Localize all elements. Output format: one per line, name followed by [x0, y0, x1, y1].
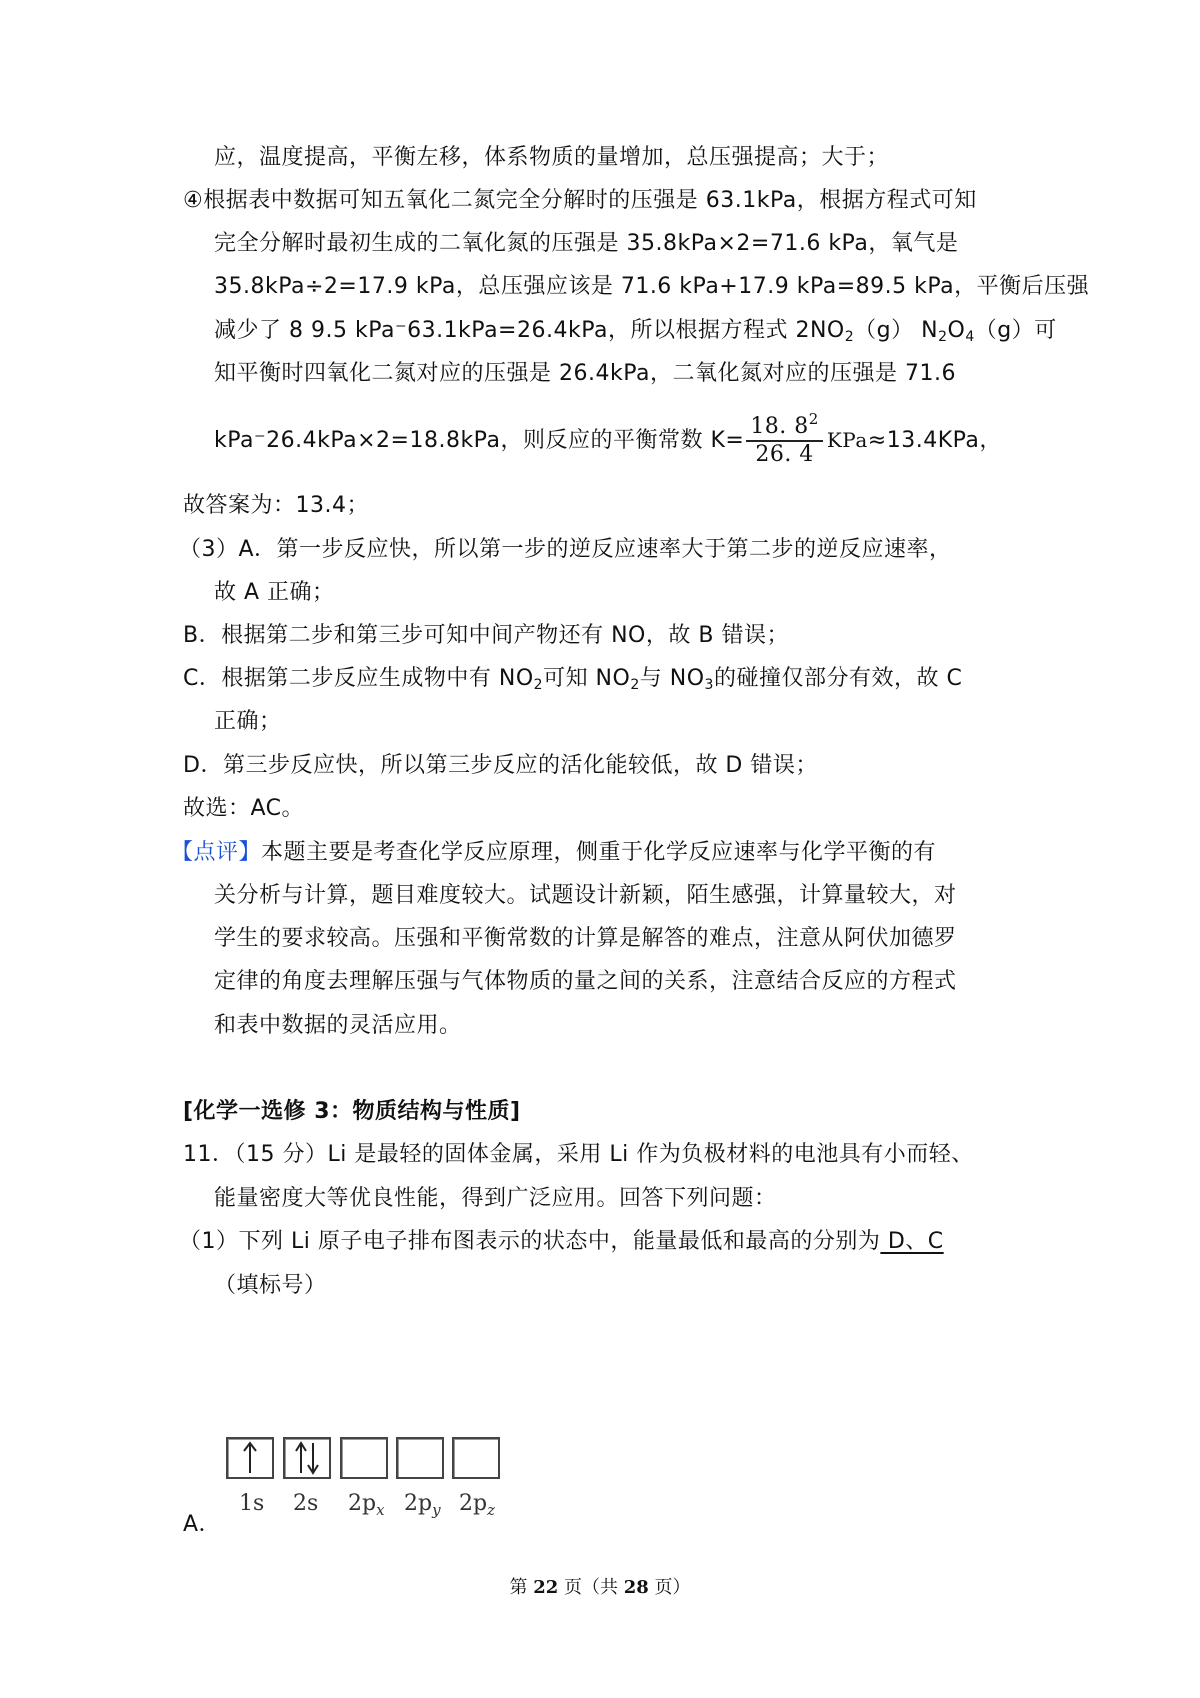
equilibrium-constant-line	[214, 410, 1002, 468]
fraction-numerator	[746, 410, 823, 442]
text-fragment: O	[947, 318, 966, 343]
comment-line: 定律的角度去理解压强与气体物质的量之间的关系，注意结合反应的方程式	[214, 969, 957, 994]
orbital-subscript: x	[376, 1501, 385, 1519]
footer-text: 页）	[648, 1577, 691, 1598]
subscript: 2	[938, 329, 948, 345]
question-line: （填标号）	[214, 1273, 327, 1298]
question-line	[179, 1227, 944, 1257]
subscript: 4	[965, 329, 975, 345]
subscript: 2	[630, 677, 640, 693]
text-fragment: 与 NO	[639, 666, 705, 691]
comment-text: 本题主要是考查化学反应原理，侧重于化学反应速率与化学平衡的有	[261, 840, 937, 865]
text-fragment: kPa⁻26.4kPa×2=18.8kPa，则反应的平衡常数 K=	[214, 428, 745, 453]
comment-line: 关分析与计算，题目难度较大。试题设计新颖，陌生感强，计算量较大，对	[214, 883, 957, 908]
section-title: [化学一选修 3：物质结构与性质]	[183, 1099, 521, 1124]
orbital-box	[396, 1437, 444, 1479]
fraction-denominator: 26. 4	[755, 442, 814, 467]
fraction-numerator-value: 18. 8	[750, 414, 809, 439]
orbital-box	[340, 1437, 388, 1479]
orbital-label: 1s	[239, 1491, 265, 1516]
text-line: 故选：AC。	[183, 796, 305, 821]
text-line: 正确；	[214, 709, 282, 734]
comment-line: 学生的要求较高。压强和平衡常数的计算是解答的难点，注意从阿伏加德罗	[214, 926, 957, 951]
orbital-box	[226, 1437, 274, 1479]
orbital-label	[348, 1491, 385, 1519]
up-down-arrows-icon	[285, 1439, 329, 1477]
footer-text: 页（共	[558, 1577, 624, 1598]
orbital-label	[459, 1491, 495, 1519]
text-line: 知平衡时四氧化二氮对应的压强是 26.4kPa，二氧化氮对应的压强是 71.6	[214, 361, 956, 386]
text-line: ④根据表中数据可知五氧化二氮完全分解时的压强是 63.1kPa，根据方程式可知	[183, 188, 977, 213]
answer-blank: D、C	[880, 1229, 944, 1254]
orbital-subscript: y	[432, 1501, 441, 1519]
text-fragment: 减少了 8 9.5 kPa⁻63.1kPa=26.4kPa，所以根据方程式 2NO	[214, 318, 845, 343]
text-line: （3）A．第一步反应快，所以第一步的逆反应速率大于第二步的逆反应速率，	[179, 537, 952, 562]
unit: KPa	[826, 428, 868, 452]
orbital-label-main: 2p	[459, 1491, 488, 1516]
text-fragment: C．根据第二步反应生成物中有 NO	[183, 666, 534, 691]
text-line	[183, 664, 962, 694]
orbital-label-main: 2p	[348, 1491, 377, 1516]
exponent: 2	[808, 410, 819, 428]
text-line: 完全分解时最初生成的二氧化氮的压强是 35.8kPa×2=71.6 kPa，氧气是	[214, 231, 959, 256]
text-fragment: ≈13.4KPa，	[867, 428, 1002, 453]
text-line: D．第三步反应快，所以第三步反应的活化能较低，故 D 错误；	[183, 753, 818, 778]
subscript: 2	[844, 329, 855, 345]
page-number: 22	[533, 1577, 559, 1598]
orbital-box	[283, 1437, 331, 1479]
up-arrow-icon	[228, 1439, 272, 1477]
question-text: （1）下列 Li 原子电子排布图表示的状态中，能量最低和最高的分别为	[179, 1229, 881, 1254]
text-line: 应，温度提高，平衡左移，体系物质的量增加，总压强提高；大于；	[214, 145, 890, 170]
orbital-subscript: z	[487, 1501, 495, 1519]
footer-text: 第	[509, 1577, 534, 1598]
orbital-label: 2s	[293, 1491, 319, 1516]
orbital-label-main: 2p	[404, 1491, 433, 1516]
subscript: 3	[704, 677, 714, 693]
text-line: 故 A 正确；	[214, 580, 335, 605]
comment-line: 和表中数据的灵活应用。	[214, 1013, 462, 1038]
question-line: 11．（15 分）Li 是最轻的固体金属，采用 Li 作为负极材料的电池具有小而轻、	[183, 1142, 974, 1167]
option-label: A．	[183, 1512, 222, 1537]
fraction	[746, 410, 823, 468]
text-line	[214, 316, 1057, 346]
comment-line	[171, 838, 936, 868]
orbital-label	[404, 1491, 441, 1519]
page-total: 28	[623, 1577, 649, 1598]
comment-tag: 【点评】	[171, 840, 262, 865]
page-footer	[0, 1573, 1200, 1599]
subscript: 2	[533, 677, 544, 693]
question-line: 能量密度大等优良性能，得到广泛应用。回答下列问题：	[214, 1186, 777, 1211]
orbital-box	[452, 1437, 500, 1479]
text-fragment: （g）可	[974, 318, 1057, 343]
text-line: 35.8kPa÷2=17.9 kPa，总压强应该是 71.6 kPa+17.9 kPa=89.5 kPa，平衡后压强	[214, 274, 1090, 299]
text-line: B．根据第二步和第三步可知中间产物还有 NO，故 B 错误；	[183, 623, 789, 648]
text-line: 故答案为：13.4；	[183, 493, 369, 518]
text-fragment: 的碰撞仅部分有效，故 C	[713, 666, 963, 691]
text-fragment: （g） N	[854, 318, 939, 343]
text-fragment: 可知 NO	[543, 666, 631, 691]
